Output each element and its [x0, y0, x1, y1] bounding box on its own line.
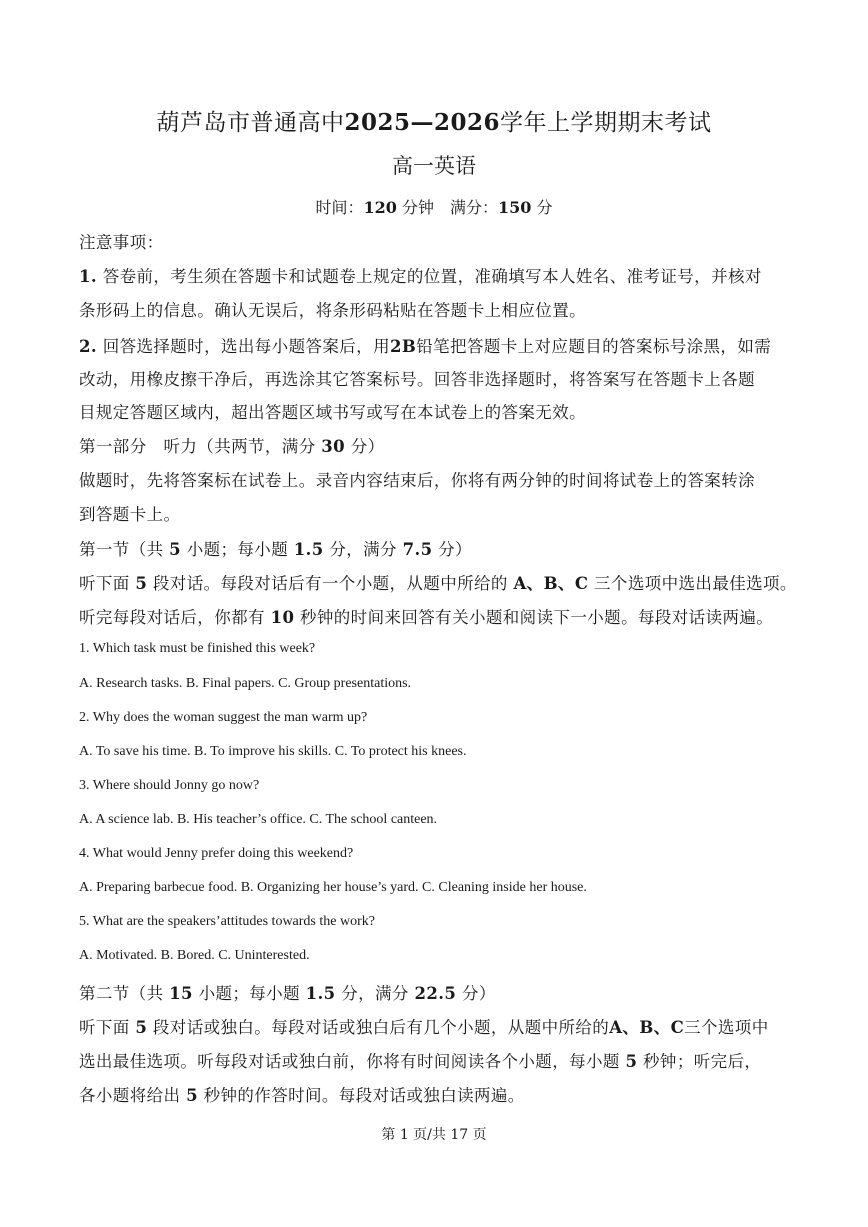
time-label: 时间：: [315, 198, 364, 217]
s2-h-c: 小题；每小题: [198, 984, 300, 1003]
question-5: 5. What are the speakers’attitudes towards the work?: [79, 914, 375, 929]
s1-h-g: 分）: [438, 540, 472, 559]
s2-i3-b: 5: [186, 1086, 198, 1105]
time-value: 120: [363, 198, 397, 217]
s1-i1-d: A、B、C: [513, 574, 589, 593]
s1-i2-a: 听完每段对话后，你都有: [79, 608, 265, 627]
s2-i2-b: 5: [625, 1052, 638, 1071]
s1-i1-b: 5: [135, 574, 148, 593]
s1-i1-a: 听下面: [79, 574, 130, 593]
note-1-number: 1.: [79, 267, 98, 286]
title-years: 2025—2026: [344, 109, 501, 136]
question-1: 1. Which task must be finished this week?: [79, 641, 316, 656]
score-value: 150: [498, 198, 532, 217]
section-2-intro-line-2: [79, 1048, 761, 1072]
page-number: 第 1 页/共 17 页: [381, 1127, 487, 1143]
note-2-line-3: 目规定答题区域内，超出答题区域书写或写在本试卷上的答案无效。: [79, 403, 586, 422]
part-1-intro-line-2: 到答题卡上。: [79, 505, 181, 524]
s1-i1-e: 三个选项中选出最佳选项。: [594, 574, 797, 593]
s1-h-f: 7.5: [402, 540, 433, 559]
note-1-text-a: 答卷前，考生须在答题卡和试题卷上规定的位置，准确填写本人姓名、准考证号，并核对: [102, 267, 762, 286]
notes-heading: 注意事项：: [79, 233, 164, 252]
question-2-options: A. To save his time. B. To improve his skills. C. To protect his knees.: [79, 744, 467, 759]
question-1-options: A. Research tasks. B. Final papers. C. Group presentations.: [79, 676, 412, 691]
s2-h-f: 22.5: [414, 984, 457, 1003]
note-2-line-2: 改动，用橡皮擦干净后，再选涂其它答案标号。回答非选择题时，将答案写在答题卡上各题: [79, 370, 755, 389]
s1-i2-b: 10: [270, 608, 295, 627]
section-2-intro-line-3: [79, 1082, 525, 1106]
note-2-line-1: [79, 333, 771, 357]
s2-i1-c: 段对话或独白。每段对话或独白后有几个小题，从题中所给的: [152, 1018, 610, 1037]
score-unit: 分: [536, 198, 553, 217]
s2-h-e: 分，满分: [341, 984, 409, 1003]
part-1-heading-c: 分）: [350, 437, 385, 456]
part-1-heading-a: 第一部分 听力（共两节，满分: [79, 437, 316, 456]
section-1-intro-line-1: [79, 570, 797, 594]
question-3-options: A. A science lab. B. His teacher’s office. C. The school canteen.: [79, 812, 438, 827]
note-2-number: 2.: [79, 337, 98, 356]
s1-i2-c: 秒钟的时间来回答有关小题和阅读下一小题。每段对话读两遍。: [299, 608, 774, 627]
note-1-line-2: 条形码上的信息。确认无误后，将条形码粘贴在答题卡上相应位置。: [79, 301, 586, 320]
score-label: 满分：: [450, 198, 499, 217]
section-2-heading: [79, 980, 496, 1004]
section-1-heading: [79, 536, 472, 560]
exam-title: [0, 104, 868, 137]
exam-meta: [0, 195, 868, 218]
part-1-heading: [79, 433, 385, 457]
question-5-options: A. Motivated. B. Bored. C. Uninterested.: [79, 948, 310, 963]
s1-h-b: 5: [169, 540, 182, 559]
s2-i3-c: 秒钟的作答时间。每段对话或独白读两遍。: [203, 1086, 525, 1105]
section-1-intro-line-2: [79, 604, 773, 628]
s1-h-d: 1.5: [293, 540, 324, 559]
part-1-score: 30: [321, 437, 346, 456]
s2-h-d: 1.5: [305, 984, 336, 1003]
title-school: 葫芦岛市普通高中: [156, 110, 345, 136]
s2-i3-a: 各小题将给出: [79, 1086, 181, 1105]
s1-h-a: 第一节（共: [79, 540, 164, 559]
note-2-pencil: 2B: [390, 337, 417, 356]
s2-h-a: 第二节（共: [79, 984, 164, 1003]
note-2-text-b: 铅笔把答题卡上对应题目的答案标号涂黑，如需: [416, 337, 772, 356]
s2-h-g: 分）: [461, 984, 496, 1003]
note-1-line-1: [79, 263, 762, 287]
question-2: 2. Why does the woman suggest the man warm up?: [79, 710, 368, 725]
s2-i1-a: 听下面: [79, 1018, 130, 1037]
title-term: 学年上学期期末考试: [500, 110, 712, 136]
question-4-options: A. Preparing barbecue food. B. Organizing her house’s yard. C. Cleaning inside her house.: [79, 880, 587, 895]
s1-h-c: 小题；每小题: [186, 540, 289, 559]
question-4: 4. What would Jenny prefer doing this weekend?: [79, 846, 354, 861]
s2-i1-b: 5: [135, 1018, 148, 1037]
s1-h-e: 分，满分: [329, 540, 397, 559]
s2-i2-a: 选出最佳选项。听每段对话或独白前，你将有时间阅读各个小题，每小题: [79, 1052, 620, 1071]
s2-i2-c: 秒钟；听完后，: [643, 1052, 762, 1071]
exam-subject: 高一英语: [392, 154, 476, 178]
question-3: 3. Where should Jonny go now?: [79, 778, 260, 793]
s2-i1-e: 三个选项中: [684, 1018, 769, 1037]
part-1-intro-line-1: 做题时，先将答案标在试卷上。录音内容结束后，你将有两分钟的时间将试卷上的答案转涂: [79, 471, 755, 490]
s1-i1-c: 段对话。每段对话后有一个小题，从题中所给的: [152, 574, 508, 593]
note-2-text-a: 回答选择题时，选出每小题答案后，用: [102, 337, 390, 356]
section-2-intro-line-1: [79, 1014, 769, 1038]
s2-i1-d: A、B、C: [609, 1018, 685, 1037]
s2-h-b: 15: [169, 984, 193, 1003]
time-unit: 分钟: [401, 198, 434, 217]
